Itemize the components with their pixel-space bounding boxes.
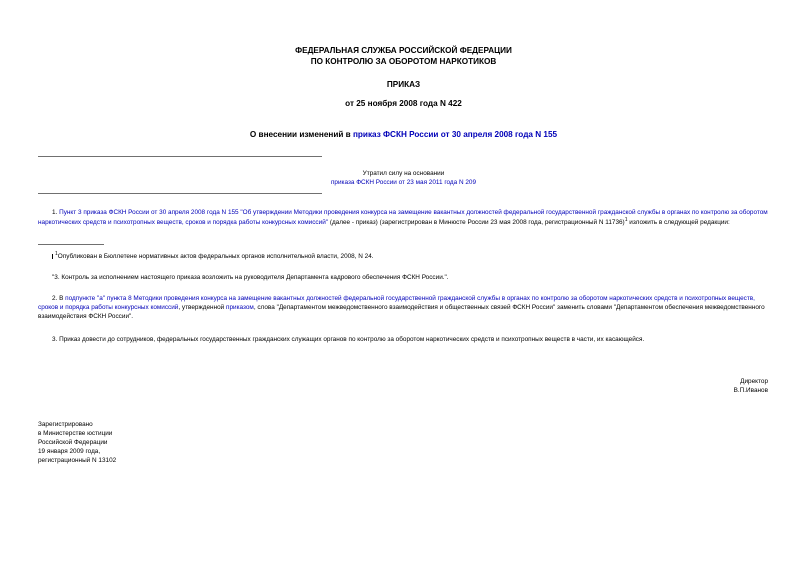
registration-line: регистрационный N 13102: [38, 457, 117, 465]
document-title-prefix: О внесении изменений в: [249, 130, 353, 139]
footnote: [52, 251, 374, 261]
paragraph-2-tail: , слова "Департаментом межведомственного взаимодействия и общественных связей ФСКН России" заменить словами "Департаментом обеспечения межведомственного взаимодействия ФСКН России".: [38, 304, 765, 321]
document-type: ПРИКАЗ: [386, 80, 421, 89]
agency-name-line2: ПО КОНТРОЛЮ ЗА ОБОРОТОМ НАРКОТИКОВ: [310, 57, 497, 66]
registration-line: Зарегистрировано: [38, 421, 93, 428]
paragraph-1-text: (далее - приказ) (зарегистрирован в Минюсте России 23 мая 2008 года, регистрационный N 11736): [328, 219, 625, 227]
quoted-new-point-3: "3. Контроль за исполнением настоящего приказа возложить на руководителя Департамента кадрового обеспечения ФСКН России.".: [52, 274, 449, 281]
registration-line: Российской Федерации: [38, 439, 108, 447]
paragraph-1-prefix: 1.: [52, 209, 60, 216]
signature-block: [734, 377, 768, 395]
status-note-line1: Утратил силу на основании: [362, 170, 445, 177]
registration-block: [38, 420, 116, 465]
title-link-order-155[interactable]: приказ ФСКН России от 30 апреля 2008 года N 155: [352, 130, 558, 139]
footnote-marker-icon: [52, 254, 53, 259]
footnote-ref[interactable]: 1: [624, 217, 628, 224]
footnote-number: 1: [55, 251, 58, 257]
link-order[interactable]: приказом: [226, 304, 254, 312]
paragraph-2-prefix: 2. В: [52, 295, 66, 302]
paragraph-2: [38, 294, 771, 321]
footnote-text: Опубликован в Бюллетене нормативных актов федеральных органов исполнительной власти, 2008, N 24.: [57, 253, 374, 261]
link-subpoint-a-point-8[interactable]: подпункте "а" пункта 8 Методики проведения конкурса на замещение вакантных должностей федеральной государственной гражданской службы в органах по контролю за оборотом наркотических средств и психотропных веществ, сроков и порядка работы конкурсных комиссий: [38, 295, 755, 312]
link-point-3-order-155[interactable]: Пункт 3 приказа ФСКН России от 30 апреля 2008 года N 155 "Об утверждении Методики проведения конкурса на замещение вакантных должностей федеральной государственной гражданской службы в органах по контролю за оборотом наркотических средств и психотропных веществ, сроков и порядка работы конкурсных комиссий": [38, 209, 768, 227]
paragraph-1-tail: изложить в следующей редакции:: [627, 219, 730, 227]
footnote-rule: [38, 244, 104, 245]
paragraph-2-mid: , утвержденной: [178, 304, 226, 312]
signature-position: Директор: [740, 378, 768, 385]
paragraph-1: [38, 208, 771, 227]
paragraph-3: 3. Приказ довести до сотрудников, федеральных государственных гражданских служащих органов по контролю за оборотом наркотических средств и психотропных веществ в части, их касающейся.: [52, 336, 645, 343]
signature-name: В.П.Иванов: [733, 387, 768, 395]
registration-line: 19 января 2009 года,: [38, 448, 101, 456]
status-note-link-order-209[interactable]: приказа ФСКН России от 23 мая 2011 года N 209: [330, 179, 477, 187]
status-note: [0, 169, 807, 187]
document-title: [0, 130, 807, 140]
separator-rule-bottom: [38, 193, 322, 194]
separator-rule-top: [38, 156, 322, 157]
agency-name-line1: ФЕДЕРАЛЬНАЯ СЛУЖБА РОССИЙСКОЙ ФЕДЕРАЦИИ: [295, 46, 512, 55]
registration-line: в Министерстве юстиции: [38, 430, 113, 438]
document-date-number: от 25 ноября 2008 года N 422: [345, 99, 462, 108]
